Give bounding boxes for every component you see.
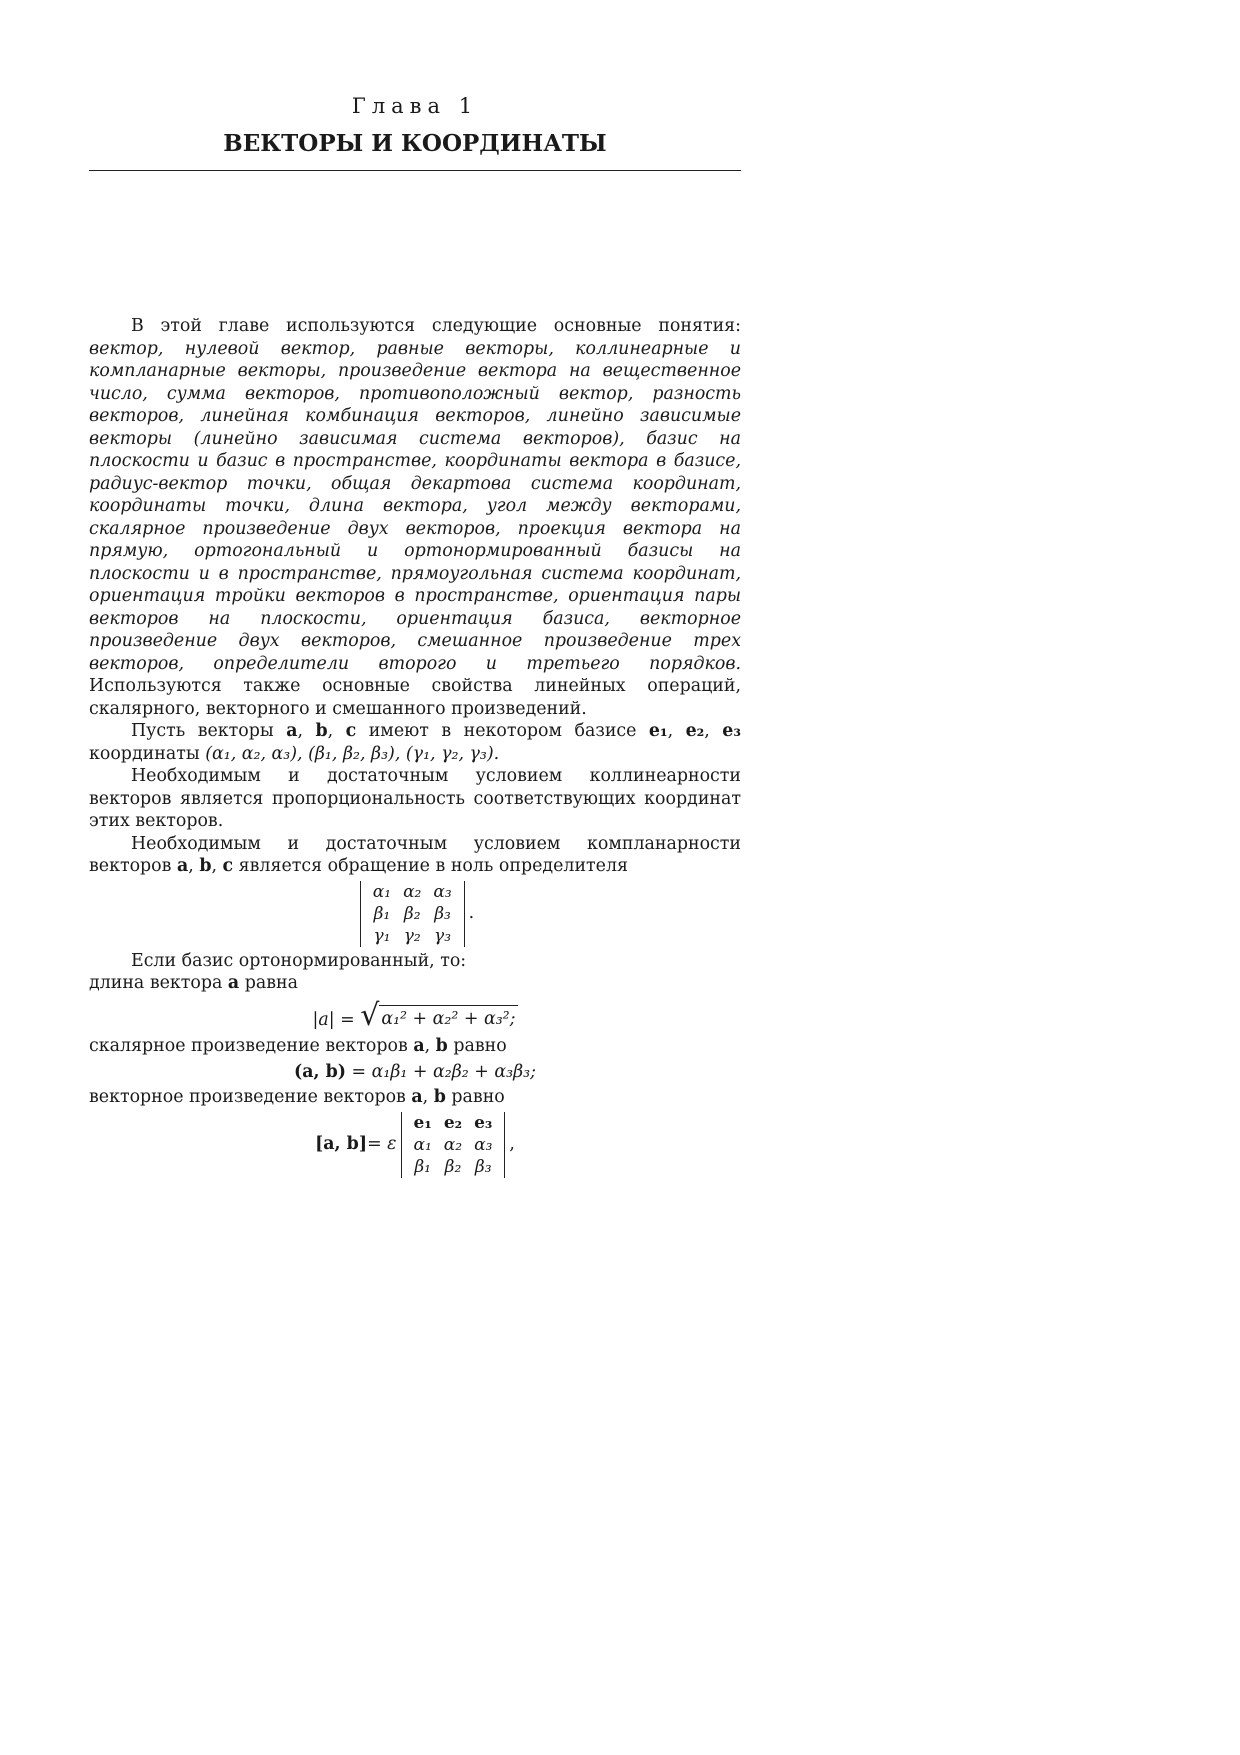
determinant-formula: [89, 881, 741, 947]
determinant-table: [367, 881, 458, 947]
matrix-entry: β₃: [434, 903, 451, 924]
text: ,: [188, 856, 200, 876]
matrix-row: [367, 881, 458, 903]
text: равна: [239, 973, 298, 993]
determinant-3x3: [360, 881, 465, 947]
dot-line: [89, 1035, 741, 1058]
dot-rhs: = α₁β₁ + α₂β₂ + α₃β₃;: [346, 1061, 536, 1082]
radicand: α₁² + α₂² + α₃²;: [379, 1005, 517, 1031]
text: ,: [211, 856, 223, 876]
matrix-entry: α₂: [443, 1134, 463, 1155]
matrix-entry: γ₂: [403, 925, 421, 946]
text: Необходимым и достаточным условием компланарности векторов: [89, 833, 741, 876]
coords-paragraph: [89, 720, 741, 765]
matrix-entry: γ₃: [434, 925, 452, 946]
text: .: [468, 903, 475, 924]
matrix-entry: β₁: [373, 903, 391, 924]
chapter-label: Глава 1: [351, 94, 479, 118]
cross-eq: = ε: [367, 1134, 397, 1155]
text: длина вектора: [89, 973, 228, 993]
chapter-title: ВЕКТОРЫ И КООРДИНАТЫ: [223, 130, 607, 157]
vec-a: a: [286, 721, 298, 741]
matrix-entry: β₁: [414, 1156, 431, 1177]
cross-line: [89, 1086, 741, 1109]
text: равно: [447, 1036, 507, 1056]
vec-b: b: [433, 1087, 446, 1107]
matrix-entry: β₃: [474, 1156, 492, 1177]
text: векторное произведение векторов: [89, 1087, 412, 1107]
intro-paragraph: [89, 315, 741, 720]
vec-c: c: [222, 856, 234, 876]
length-line: [89, 972, 741, 995]
matrix-entry: α₃: [474, 1134, 493, 1155]
length-formula: [89, 997, 741, 1033]
matrix-entry: e₁: [413, 1112, 432, 1133]
matrix-row: [408, 1112, 499, 1134]
vec-a: a: [413, 1036, 425, 1056]
vec-b: b: [315, 721, 328, 741]
matrix-entry: e₂: [443, 1112, 463, 1133]
text: Пусть векторы: [131, 721, 287, 741]
sqrt-expression: [360, 997, 517, 1033]
basis-e1: e₁: [648, 721, 668, 741]
chapter-body: [89, 315, 741, 1181]
vec-b: b: [199, 856, 212, 876]
matrix-entry: α₁: [413, 1134, 432, 1155]
text: является обращение в ноль определителя: [233, 856, 628, 876]
basis-e3: e₃: [722, 721, 741, 741]
basis-e2: e₂: [685, 721, 705, 741]
text: ,: [424, 1036, 436, 1056]
vec-a: a: [176, 856, 189, 876]
coplanarity-paragraph: [89, 833, 741, 878]
intro-terms: вектор, нулевой вектор, равные векторы, коллинеарные и компланарные векторы, произведение вектора на вещественное число, сумма векторов, противоположный вектор, разность векторов, линейная комбинация векторов, линейно зависимые векторы (линейно зависимая система векторов), базис на плоскости и базис в пространстве, координаты вектора в базисе, радиус-вектор точки, общая декартова система координат, координаты точки, длина вектора, угол между векторами, скалярное произведение двух векторов, проекция вектора на прямую, ортогональный и ортонормированный базисы на плоскости и в пространстве, прямоугольная система координат, ориентация тройки векторов в пространстве, ориентация пары векторов на плоскости, ориентация базиса, векторное произведение двух векторов, смешанное произведение трех векторов, определители второго и третьего порядков.: [89, 338, 741, 674]
cross-determinant: [401, 1112, 506, 1178]
radical-sign: √: [360, 997, 380, 1033]
matrix-entry: β₂: [403, 903, 421, 924]
text: ,: [509, 1134, 515, 1155]
text: имеют в некотором базисе: [356, 721, 649, 741]
dot-formula: [89, 1061, 741, 1084]
text: скалярное произведение векторов: [89, 1036, 414, 1056]
matrix-entry: α₂: [403, 881, 422, 902]
text: равно: [445, 1087, 505, 1107]
vec-a: a: [227, 973, 240, 993]
text: ,: [422, 1087, 434, 1107]
coords: (α₁, α₂, α₃), (β₁, β₂, β₃), (γ₁, γ₂, γ₃).: [205, 743, 500, 764]
dot-lhs: (a, b): [294, 1061, 347, 1082]
text: ,: [297, 721, 316, 741]
matrix-row: [408, 1156, 499, 1178]
header-rule: [89, 170, 741, 171]
abs-a: |a| =: [312, 1009, 355, 1030]
vec-a: a: [411, 1087, 423, 1107]
matrix-row: [367, 903, 458, 925]
matrix-entry: e₃: [474, 1112, 493, 1133]
text: ,: [667, 721, 686, 741]
matrix-entry: β₂: [444, 1156, 462, 1177]
orthonormal-paragraph: Если базис ортонормированный, то:: [131, 950, 467, 971]
collinearity-paragraph: Необходимым и достаточным условием коллинеарности векторов является пропорциональность соответствующих координат этих векторов.: [89, 766, 741, 831]
matrix-row: [408, 1134, 499, 1156]
cross-lhs: [a, b]: [315, 1134, 368, 1155]
vec-b: b: [435, 1036, 448, 1056]
intro-tail: Используются также основные свойства линейных операций, скалярного, векторного и смешанного произведений.: [89, 676, 741, 719]
matrix-entry: α₃: [433, 881, 452, 902]
matrix-entry: γ₁: [373, 925, 391, 946]
matrix-row: [367, 925, 458, 947]
vec-c: c: [345, 721, 357, 741]
text: координаты: [89, 743, 206, 764]
intro-lead: В этой главе используются следующие основные понятия:: [131, 316, 741, 336]
text: ,: [327, 721, 346, 741]
text: ,: [704, 721, 723, 741]
cross-formula: [89, 1112, 741, 1178]
cross-determinant-table: [408, 1112, 499, 1178]
matrix-entry: α₁: [372, 881, 392, 902]
